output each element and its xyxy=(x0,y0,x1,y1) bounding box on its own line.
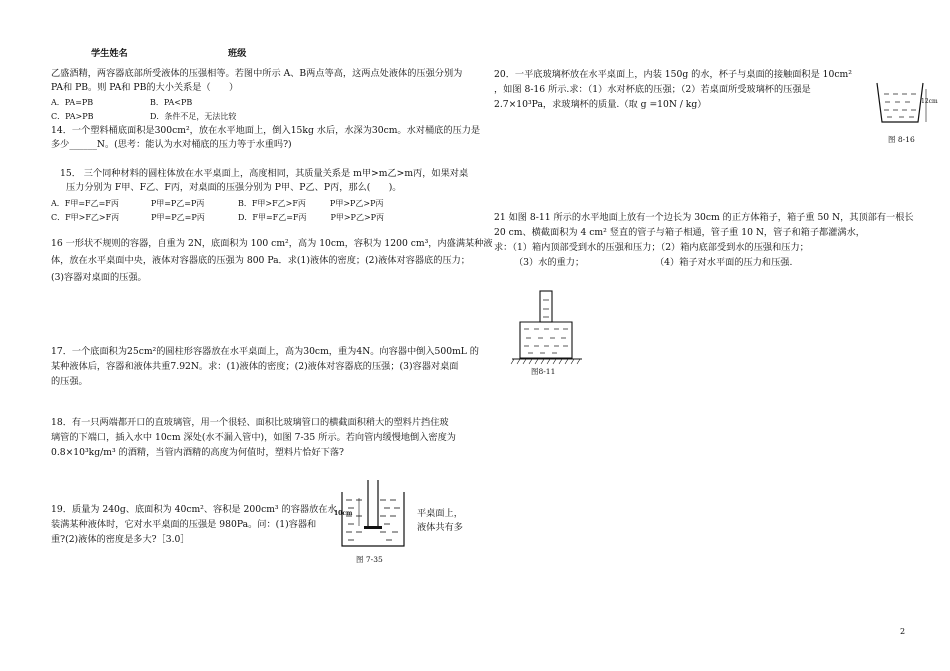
q18-line3: 0.8×10³kg/m³ 的酒精，当管内酒精的高度为何值时，塑料片恰好下落? xyxy=(51,447,344,458)
q13-line1: 乙盛酒精，两容器底部所受液体的压强相等。若图中所示 A、B两点等高，这两点处液体的压强分别为 xyxy=(51,68,463,79)
q13-line2: PA和 PB。则 PA和 PB的大小关系是（ ） xyxy=(51,82,239,93)
q17-line2: 某种液体后，容器和液体共重7.92N。求：(1)液体的密度；(2)液体对容器底的压强；(3)容器对桌面 xyxy=(51,361,459,372)
figure-8-16-glass-diagram xyxy=(875,80,937,130)
q19-line3: 重?(2)液体的密度是多大?［3.0］ xyxy=(51,534,190,545)
q13-option-c: C．PA>PB xyxy=(51,112,94,121)
figure-8-16-caption: 图 8-16 xyxy=(888,135,915,144)
figure-7-35-caption: 图 7-35 xyxy=(356,555,383,564)
q15-option-c: C．F甲>F乙>F丙 P甲=P乙=P丙 xyxy=(51,213,205,222)
q19-line2: 装满某种液体时，它对水平桌面的压强是 980Pa。问：(1)容器和 xyxy=(51,519,317,530)
figure-7-35-depth-label: 10cm xyxy=(334,510,353,517)
q16-line3: (3)容器对桌面的压强。 xyxy=(51,272,147,283)
q21-line4-part3: （3）水的重力； xyxy=(514,257,585,268)
q20-line2: ，如图 8-16 所示.求：（1）水对杯底的压强；（2）若桌面所受玻璃杯的压强是 xyxy=(494,84,811,95)
q16-line2: 体，放在水平桌面中央，液体对容器底的压强为 800 Pa．求(1)液体的密度；(2)液体对容器底的压力； xyxy=(51,255,470,266)
q15-option-b: B．F甲>F乙>F丙 P甲>P乙>P丙 xyxy=(238,199,384,208)
q17-line3: 的压强。 xyxy=(51,376,88,387)
q14-line2: 多少______N。(思考：能认为水对桶底的压力等于水重吗?) xyxy=(51,139,292,150)
q13-option-d: D．条件不足，无法比较 xyxy=(150,112,237,121)
q21-line4-part4: （4）箱子对水平面的压力和压强. xyxy=(655,257,793,268)
q21-line1: 21 如图 8-11 所示的水平地面上放有一个边长为 30cm 的正方体箱子，箱子重 50 N，其顶部有一根长 xyxy=(494,212,914,223)
figure-8-16-height-label: 12cm xyxy=(921,98,938,105)
q18-line1: 18．有一只两端都开口的直玻璃管，用一个很轻、面积比玻璃管口的横截面积稍大的塑料片挡住玻 xyxy=(51,417,449,428)
q19-line1-tail: 平桌面上， xyxy=(417,508,463,519)
figure-8-11-caption: 图8-11 xyxy=(531,367,556,376)
q19-line2-tail: 液体共有多 xyxy=(417,522,463,533)
figure-8-11-box-diagram xyxy=(510,288,590,368)
q19-line1: 19．质量为 240g、底面积为 40cm²、容积是 200cm³ 的容器放在水 xyxy=(51,504,337,515)
q13-option-b: B．PA<PB xyxy=(150,98,193,107)
q21-line2: 20 cm、横截面积为 4 cm² 竖直的管子与箱子相通，管子重 10 N，管子和箱子都灌满水， xyxy=(494,227,865,238)
page-number: 2 xyxy=(900,627,906,636)
q15-line1: 15． 三个同种材料的圆柱体放在水平桌面上，高度相同，其质量关系是 m甲>m乙>m丙，如果对桌 xyxy=(60,168,469,179)
q15-line2: 压力分别为 F甲、F乙、F丙，对桌面的压强分别为 P甲、P乙、P丙，那么( )。 xyxy=(66,182,402,193)
q14-line1: 14．一个塑料桶底面积是300cm²，放在水平地面上，倒入15kg 水后，水深为30cm。水对桶底的压力是 xyxy=(51,125,481,136)
q18-line2: 璃管的下端口，插入水中 10cm 深处(水不漏入管中)，如图 7-35 所示。若向管内缓慢地倒入密度为 xyxy=(51,432,456,443)
q17-line1: 17．一个底面积为25cm²的圆柱形容器放在水平桌面上，高为30cm，重为4N。向容器中倒入500mL 的 xyxy=(51,346,479,357)
class-label: 班级 xyxy=(228,48,247,59)
q20-line1: 20．一平底玻璃杯放在水平桌面上，内装 150g 的水，杯子与桌面的接触面积是 10cm² xyxy=(494,69,852,80)
q16-line1: 16 一形状不规则的容器，自重为 2N，底面积为 100 cm²，高为 10cm，容积为 1200 cm³，内盛满某种液 xyxy=(51,238,493,249)
q20-line3: 2.7×10³Pa，求玻璃杯的质量.（取 g =10N / kg） xyxy=(494,99,707,110)
q15-option-a: A．F甲=F乙=F丙 P甲=P乙=P丙 xyxy=(51,199,205,208)
q13-option-a: A．PA=PB xyxy=(51,98,94,107)
q15-option-d: D．F甲=F乙=F丙 P甲>P乙>P丙 xyxy=(238,213,385,222)
q21-line3: 求：（1）箱内顶部受到水的压强和压力；（2）箱内底部受到水的压强和压力； xyxy=(494,242,809,253)
student-name-label: 学生姓名 xyxy=(91,48,128,59)
